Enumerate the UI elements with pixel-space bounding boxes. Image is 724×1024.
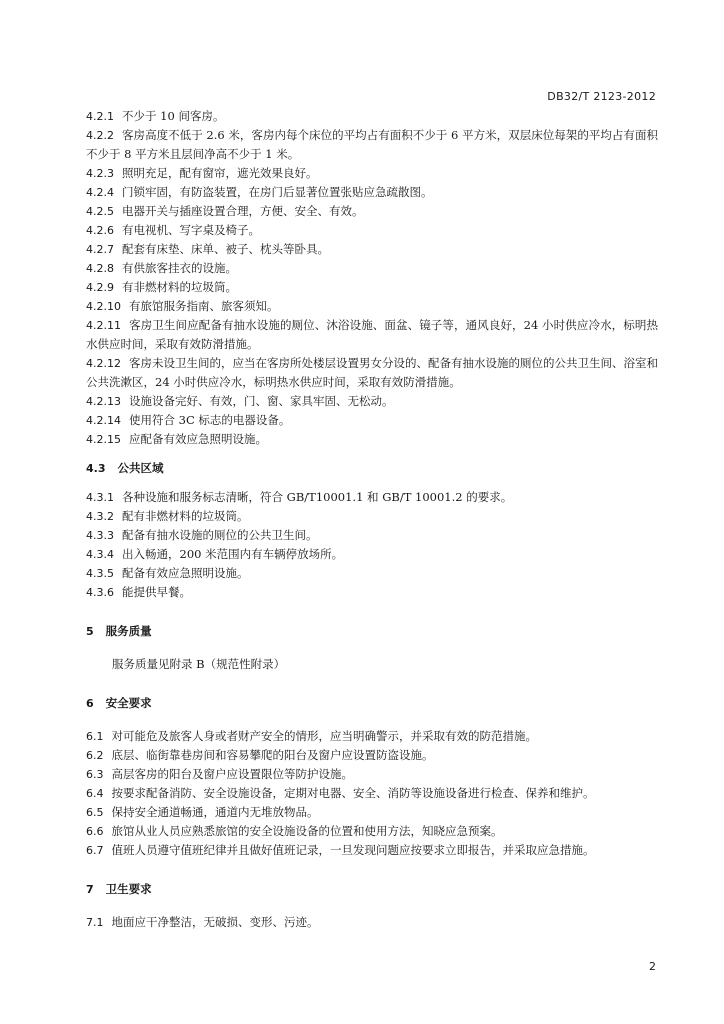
clause-4-2-7: [86, 240, 658, 259]
clause-text: 客房未设卫生间的，应当在客房所处楼层设置男女分设的、配备有抽水设施的厕位的公共卫生间、浴室和公共洗漱区，24 小时供应冷水，标明热水供应时间，采取有效防滑措施。: [86, 356, 658, 389]
clause-number: 6.5: [86, 806, 104, 819]
clause-number: 6.6: [86, 825, 104, 838]
clause-text: 有旅馆服务指南、旅客须知。: [129, 299, 279, 313]
clause-number: 4.2.3: [86, 167, 114, 180]
clause-number: 4.3.4: [86, 548, 114, 561]
clause-text: 值班人员遵守值班纪律并且做好值班记录，一旦发现问题应按要求立即报告，并采取应急措施。: [111, 843, 595, 857]
clause-4-2-8: [86, 259, 658, 278]
clause-text: 能提供早餐。: [122, 585, 191, 599]
section-6-heading: [86, 694, 658, 713]
clause-number: 7.1: [86, 916, 104, 929]
page-number: 2: [649, 960, 656, 973]
clause-number: 4.2.12: [86, 357, 121, 370]
clause-text: 有供旅客挂衣的设施。: [122, 261, 237, 275]
clause-number: 6.1: [86, 730, 104, 743]
clause-text: 按要求配备消防、安全设施设备，定期对电器、安全、消防等设施设备进行检查、保养和维护。: [111, 786, 595, 800]
clause-4-2-2: [86, 126, 658, 164]
clause-4-3-1: [86, 488, 658, 507]
clause-text: 旅馆从业人员应熟悉旅馆的安全设施设备的位置和使用方法，知晓应急预案。: [111, 824, 503, 838]
clause-number: 4.3.1: [86, 491, 114, 504]
clause-number: 4.2.5: [86, 205, 114, 218]
clause-number: 6.3: [86, 768, 104, 781]
clause-text: 不少于 10 间客房。: [122, 109, 225, 123]
clause-4-2-11: [86, 316, 658, 354]
section-number: 5: [86, 625, 94, 638]
clause-text: 设施设备完好、有效，门、窗、家具牢固、无松动。: [129, 394, 394, 408]
clause-text: 应配备有效应急照明设施。: [129, 432, 267, 446]
clause-number: 4.2.4: [86, 186, 114, 199]
clause-number: 4.2.14: [86, 414, 121, 427]
clause-4-3-2: [86, 507, 658, 526]
section-title: 公共区域: [117, 461, 164, 475]
clause-text: 照明充足，配有窗帘，遮光效果良好。: [122, 166, 318, 180]
clause-4-2-13: [86, 392, 658, 411]
clause-number: 4.2.6: [86, 224, 114, 237]
clause-number: 6.2: [86, 749, 104, 762]
clause-4-3-4: [86, 545, 658, 564]
section-title: 卫生要求: [105, 882, 152, 896]
clause-text: 配套有床垫、床单、被子、枕头等卧具。: [122, 242, 329, 256]
clause-text: 有电视机、写字桌及椅子。: [122, 223, 260, 237]
clause-text: 保持安全通道畅通，通道内无堆放物品。: [111, 805, 319, 819]
clause-text: 配有非燃材料的垃圾筒。: [122, 509, 249, 523]
clause-4-3-3: [86, 526, 658, 545]
clause-text: 配备有抽水设施的厕位的公共卫生间。: [122, 528, 318, 542]
page-body: [86, 107, 658, 932]
clause-number: 4.2.13: [86, 395, 121, 408]
clause-text: 使用符合 3C 标志的电器设备。: [129, 413, 291, 427]
clause-number: 4.3.2: [86, 510, 114, 523]
clause-6-4: [86, 784, 658, 803]
section-title: 安全要求: [105, 696, 152, 710]
clause-text: 地面应干净整洁，无破损、变形、污迹。: [111, 915, 319, 929]
section-number: 6: [86, 697, 94, 710]
clause-text: 出入畅通，200 米范围内有车辆停放场所。: [122, 547, 344, 561]
clause-4-3-6: [86, 583, 658, 602]
clause-number: 4.3.3: [86, 529, 114, 542]
clause-number: 4.2.11: [86, 319, 121, 332]
clause-number: 4.2.9: [86, 281, 114, 294]
clause-7-1: [86, 913, 658, 932]
clause-6-5: [86, 803, 658, 822]
clause-number: 4.2.8: [86, 262, 114, 275]
clause-4-2-15: [86, 430, 658, 449]
section-number: 4.3: [86, 462, 106, 475]
clause-4-2-10: [86, 297, 658, 316]
clause-number: 4.3.6: [86, 586, 114, 599]
clause-number: 4.2.2: [86, 129, 114, 142]
clause-text: 门锁牢固，有防盗装置，在房门后显著位置张贴应急疏散图。: [122, 185, 433, 199]
section-title: 服务质量: [105, 624, 152, 638]
clause-4-2-9: [86, 278, 658, 297]
clause-text: 底层、临街靠巷房间和容易攀爬的阳台及窗户应设置防盗设施。: [111, 748, 434, 762]
section-4-3-heading: [86, 459, 658, 478]
clause-number: 4.2.15: [86, 433, 121, 446]
clause-text: 配备有效应急照明设施。: [122, 566, 249, 580]
clause-text: 有非燃材料的垃圾筒。: [122, 280, 237, 294]
section-5-body: 服务质量见附录 B（规范性附录）: [112, 657, 286, 671]
clause-text: 高层客房的阳台及窗户应设置限位等防护设施。: [111, 767, 353, 781]
clause-6-7: [86, 841, 658, 860]
clause-6-2: [86, 746, 658, 765]
clause-4-2-12: [86, 354, 658, 392]
clause-text: 客房高度不低于 2.6 米，客房内每个床位的平均占有面积不少于 6 平方米，双层床位每架的平均占有面积不少于 8 平方米且层间净高不少于 1 米。: [86, 128, 658, 161]
clause-number: 4.2.10: [86, 300, 121, 313]
clause-number: 4.2.1: [86, 110, 114, 123]
document-code: DB32/T 2123-2012: [547, 90, 656, 103]
clause-number: 4.2.7: [86, 243, 114, 256]
clause-4-2-1: [86, 107, 658, 126]
clause-number: 6.7: [86, 844, 104, 857]
clause-text: 各种设施和服务标志清晰，符合 GB/T10001.1 和 GB/T 10001.2 的要求。: [122, 490, 513, 504]
clause-4-2-5: [86, 202, 658, 221]
clause-text: 电器开关与插座设置合理，方便、安全、有效。: [122, 204, 364, 218]
clause-6-6: [86, 822, 658, 841]
clause-6-1: [86, 727, 658, 746]
clause-6-3: [86, 765, 658, 784]
section-5-heading: [86, 622, 658, 641]
clause-4-2-3: [86, 164, 658, 183]
clause-text: 对可能危及旅客人身或者财产安全的情形，应当明确警示，并采取有效的防范措施。: [111, 729, 537, 743]
clause-number: 6.4: [86, 787, 104, 800]
clause-number: 4.3.5: [86, 567, 114, 580]
section-number: 7: [86, 883, 94, 896]
clause-4-2-6: [86, 221, 658, 240]
clause-4-3-5: [86, 564, 658, 583]
clause-4-2-14: [86, 411, 658, 430]
section-7-heading: [86, 880, 658, 899]
clause-4-2-4: [86, 183, 658, 202]
clause-text: 客房卫生间应配备有抽水设施的厕位、沐浴设施、面盆、镜子等，通风良好，24 小时供应冷水，标明热水供应时间，采取有效防滑措施。: [86, 318, 658, 351]
